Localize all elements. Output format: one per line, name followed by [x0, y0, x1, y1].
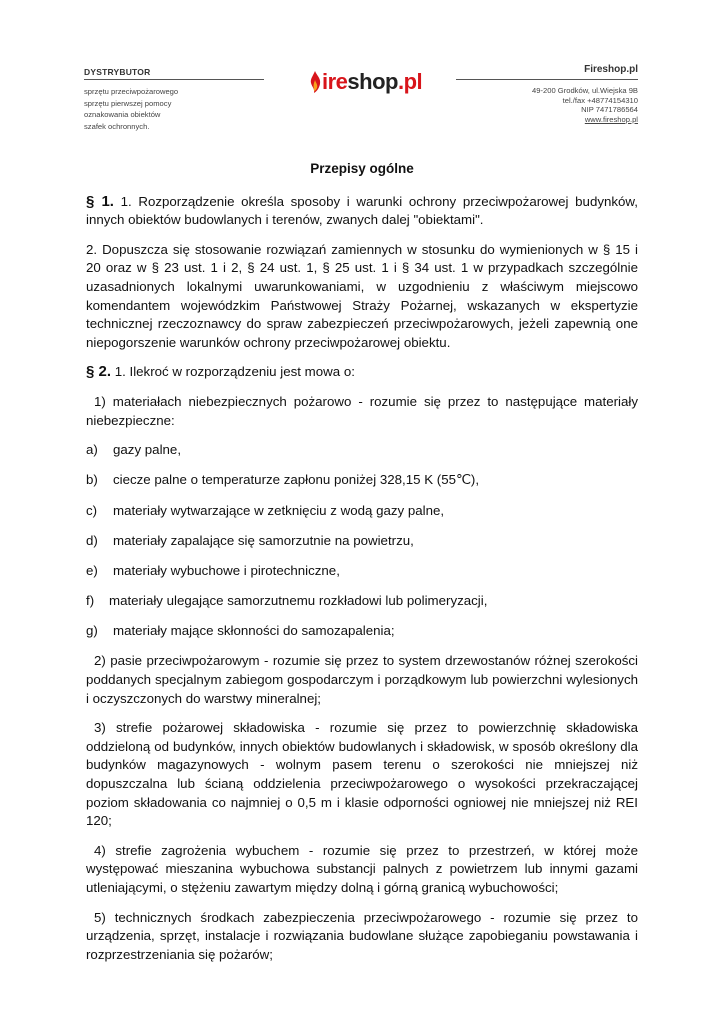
definition-2: 2) pasie przeciwpożarowym - rozumie się przez to system drzewostanów różnej szerokości poddanych specjalnym zabiegom gospodarczym i porządkowym lub powierzchni wylesionych i oczyszczonych do warstwy mineralnej; — [86, 653, 638, 706]
list-item — [86, 502, 638, 521]
section-2-paragraph — [86, 363, 638, 382]
definition-1: 1) materiałach niebezpiecznych pożarowo - rozumie się przez to następujące materiały niebezpieczne: — [86, 393, 638, 428]
nip-line: NIP 7471786564 — [581, 105, 638, 114]
document-body — [86, 160, 638, 975]
company-name: Fireshop.pl — [584, 64, 638, 75]
section-2-text: 1. Ilekroć w rozporządzeniu jest mowa o: — [111, 364, 355, 380]
item-label: b) — [86, 472, 98, 488]
item-label: e) — [86, 562, 98, 578]
document-title: Przepisy ogólne — [310, 161, 414, 176]
distributor-list — [84, 86, 178, 132]
distributor-line: sprzętu przeciwpożarowego — [84, 87, 179, 96]
item-text: materiały wybuchowe i pirotechniczne, — [113, 562, 340, 578]
fireshop-logo — [308, 58, 422, 94]
item-text: ciecze palne o temperaturze zapłonu poniżej 328,15 K (55℃), — [113, 472, 480, 488]
phone-line: tel./fax +48774154310 — [562, 95, 638, 105]
list-item — [86, 562, 638, 581]
section-mark: § 2. — [86, 363, 112, 381]
section-1-text: 1. Rozporządzenie określa sposoby i warunki ochrony przeciwpożarowej budynków, innych obiektów budowlanych i terenów, zwanych dalej "obiektami". — [86, 193, 638, 228]
list-item — [86, 471, 638, 490]
definition-3: 3) strefie pożarowej składowiska - rozumie się przez to powierzchnię składowiska oddzieloną od budynków, innych obiektów budowlanych i składowisk, w sposób określony dla budynków magazynowych - wolnym pasem terenu o szerokości nie mniejszej niż dopuszczalna lub ścianą oddzielenia przeciwpożarowego o wysokości przekraczającej poziom składowania co najmniej o 0,5 m i klasie odporności ogniowej nie mniejszej niż REI 120; — [86, 720, 638, 829]
company-contact — [532, 86, 638, 124]
section-1-point-2: 2. Dopuszcza się stosowanie rozwiązań zamiennych w stosunku do wymienionych w § 15 i 20 oraz w § 23 ust. 1 i 2, § 24 ust. 1, § 25 ust. 1 i § 34 ust. 1 w przypadkach szczególnie uzasadnionych lokalnymi uwarunkowaniami, w uzgodnieniu z właściwym miejscowo komendantem wojewódzkim Państwowej Straży Pożarnej, wskazanych w ekspertyzie technicznej rzeczoznawcy do spraw zabezpieczeń przeciwpożarowych, jeżeli zapewnią one niepogorszenie warunków ochrony przeciwpożarowej obiektu. — [86, 241, 638, 350]
logo-text: ireshop.pl — [322, 69, 423, 94]
list-item — [86, 532, 638, 551]
item-label: g) — [86, 623, 98, 639]
definition-4: 4) strefie zagrożenia wybuchem - rozumie się przez to przestrzeń, w której może występować mieszanina wybuchowa substancji palnych z powietrzem lub innymi gazami utleniającymi, o stężeniu zawartym między dolną i górną granicą wybuchowości; — [86, 842, 638, 895]
list-item — [86, 592, 638, 611]
section-mark: § 1. — [86, 192, 114, 210]
distributor-line: szafek ochronnych. — [84, 121, 150, 131]
letterhead — [0, 0, 724, 140]
distributor-line: oznakowania obiektów — [84, 110, 161, 119]
item-text: gazy palne, — [113, 442, 182, 458]
item-text: materiały wytwarzające w zetknięciu z wodą gazy palne, — [113, 502, 445, 518]
website-link[interactable]: www.fireshop.pl — [584, 114, 638, 124]
left-divider — [84, 79, 264, 80]
item-text: materiały zapalające się samorzutnie na powietrzu, — [113, 532, 414, 548]
item-text: materiały mające skłonności do samozapalenia; — [113, 623, 395, 639]
right-divider — [456, 79, 638, 80]
item-label: d) — [86, 532, 98, 548]
section-1-paragraph — [86, 193, 638, 230]
flame-icon — [308, 70, 322, 94]
item-label: c) — [86, 502, 98, 518]
distributor-line: sprzętu pierwszej pomocy — [84, 98, 172, 108]
list-item — [86, 622, 638, 641]
address-line: 49-200 Grodków, ul.Wiejska 9B — [532, 86, 638, 95]
definition-5: 5) technicznych środkach zabezpieczenia przeciwpożarowego - rozumie się przez to urządzenia, sprzęt, instalacje i rozwiązania budowlane służące zapobieganiu powstawania i rozprzestrzeniania się pożarów; — [86, 909, 638, 962]
list-item — [86, 441, 638, 460]
item-label: f) — [86, 593, 95, 609]
item-text: materiały ulegające samorzutnemu rozkładowi lub polimeryzacji, — [109, 593, 488, 609]
item-label: a) — [86, 442, 98, 458]
distributor-label: DYSTRYBUTOR — [84, 67, 151, 77]
